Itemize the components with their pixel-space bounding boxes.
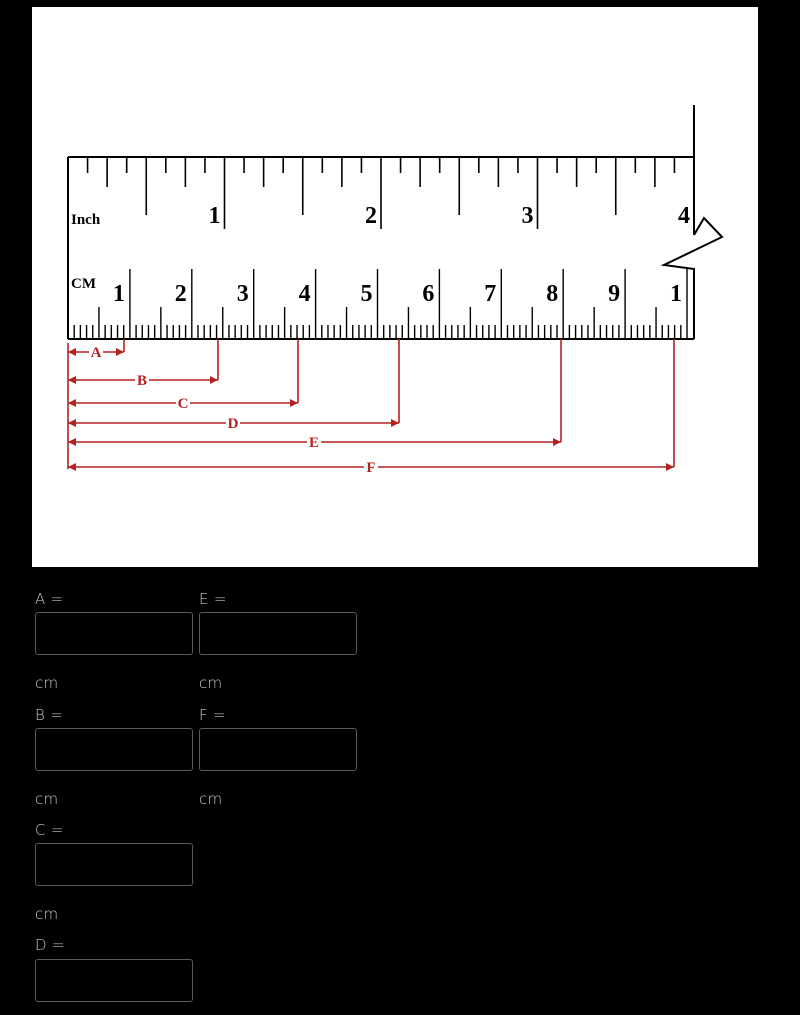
field-label-D: D = (35, 936, 65, 954)
cm-number-9: 9 (608, 281, 621, 307)
arrowhead-left-2 (68, 399, 76, 407)
measure-label-E: E (308, 435, 320, 451)
field-label-E: E = (199, 590, 227, 608)
arrowhead-left-5 (68, 463, 76, 471)
ruler-figure (32, 7, 758, 567)
unit-B: cm (35, 790, 59, 808)
inch-number-3: 3 (521, 203, 534, 229)
answer-input-C[interactable] (35, 843, 193, 886)
inch-number-1: 1 (208, 203, 221, 229)
unit-E: cm (199, 674, 223, 692)
unit-A: cm (35, 674, 59, 692)
field-label-C: C = (35, 821, 64, 839)
arrowhead-left-3 (68, 419, 76, 427)
ruler-diagram (32, 7, 758, 567)
arrowhead-right-3 (391, 419, 399, 427)
arrowhead-left-0 (68, 348, 76, 356)
cm-ticks (74, 269, 687, 339)
cm-number-7: 7 (484, 281, 497, 307)
measurement-labels (91, 345, 376, 476)
cm-number-4: 4 (298, 281, 311, 307)
unit-F: cm (199, 790, 223, 808)
cm-number-3: 3 (236, 281, 249, 307)
arrowhead-right-4 (553, 438, 561, 446)
measure-label-B: B (136, 373, 148, 389)
answer-input-B[interactable] (35, 728, 193, 771)
cm-number-6: 6 (422, 281, 435, 307)
cm-number-2: 2 (174, 281, 187, 307)
measurement-arrows (68, 339, 674, 474)
arrowhead-left-4 (68, 438, 76, 446)
cm-number-8: 8 (546, 281, 559, 307)
inch-number-4: 4 (678, 203, 690, 229)
arrowhead-right-1 (210, 376, 218, 384)
cm-number-1: 1 (112, 281, 125, 307)
inch-numbers (209, 203, 691, 229)
unit-C: cm (35, 905, 59, 923)
field-label-A: A = (35, 590, 64, 608)
cm-unit-label: CM (71, 276, 96, 292)
answer-input-F[interactable] (199, 728, 357, 771)
inch-unit-label: Inch (71, 212, 101, 228)
measure-label-D: D (227, 416, 239, 432)
cm-number-10: 1 (670, 281, 682, 307)
inch-ticks (88, 157, 675, 229)
measure-label-F: F (366, 460, 376, 476)
field-label-F: F = (199, 706, 226, 724)
arrowhead-right-2 (290, 399, 298, 407)
cm-number-5: 5 (360, 281, 373, 307)
measure-label-C: C (177, 396, 189, 412)
inch-number-2: 2 (365, 203, 377, 229)
arrowhead-right-0 (116, 348, 124, 356)
measure-label-A: A (90, 345, 102, 361)
answer-input-D[interactable] (35, 959, 193, 1002)
cm-numbers (113, 281, 682, 307)
arrowhead-right-5 (666, 463, 674, 471)
answer-input-A[interactable] (35, 612, 193, 655)
field-label-B: B = (35, 706, 64, 724)
arrowhead-left-1 (68, 376, 76, 384)
ruler-break-zigzag (664, 218, 722, 339)
answer-input-E[interactable] (199, 612, 357, 655)
